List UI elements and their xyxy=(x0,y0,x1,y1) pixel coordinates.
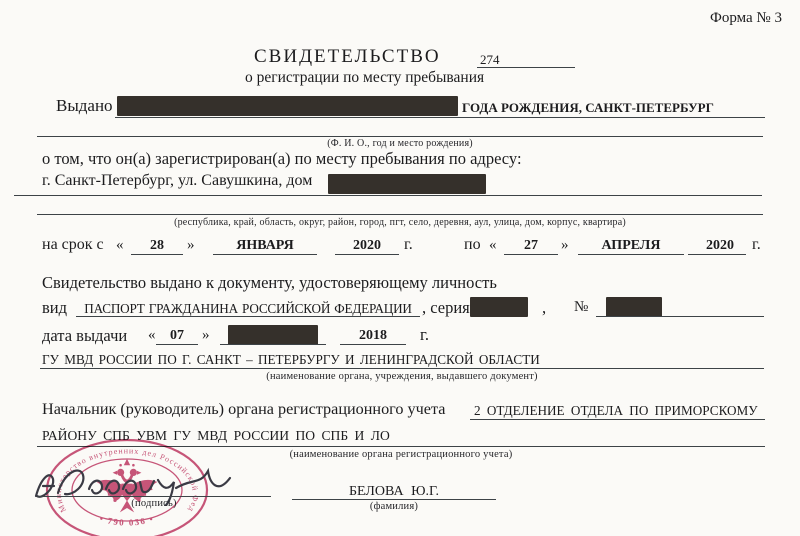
registration-statement: о том, что он(а) зарегистрирован(а) по месту пребывания по адресу: xyxy=(42,149,522,168)
page-subtitle: о регистрации по месту пребывания xyxy=(245,69,485,86)
certificate-number: 274 xyxy=(480,52,500,67)
registrar-caption: (наименование органа регистрационного учета) xyxy=(289,449,513,460)
underline xyxy=(477,67,575,68)
issue-date-label: дата выдачи xyxy=(42,326,128,345)
year-suffix: г. xyxy=(752,236,761,253)
registrar-org-line1: 2 ОТДЕЛЕНИЕ ОТДЕЛА ПО ПРИМОРСКОМУ xyxy=(474,403,758,418)
open-quote: « xyxy=(116,237,124,253)
surname-caption: (фамилия) xyxy=(369,501,419,512)
underline xyxy=(37,214,763,215)
close-quote: » xyxy=(561,237,569,253)
issue-day: 07 xyxy=(170,328,184,343)
signature-caption: (подпись) xyxy=(131,498,177,509)
underline xyxy=(292,499,496,500)
underline xyxy=(156,344,198,345)
open-quote: « xyxy=(489,237,497,253)
underline xyxy=(76,316,420,317)
redaction-bar-month xyxy=(228,325,318,345)
stamp-number: • 790 036 • xyxy=(98,513,156,528)
page-title: СВИДЕТЕЛЬСТВО xyxy=(254,46,441,67)
fio-caption: (Ф. И. О., год и место рождения) xyxy=(327,138,473,149)
registrar-surname: БЕЛОВА Ю.Г. xyxy=(349,484,439,499)
period-label: на срок с xyxy=(42,236,104,253)
underline xyxy=(213,254,317,255)
underline xyxy=(578,254,684,255)
address-caption: (республика, край, область, округ, район, город, пгт, село, деревня, аул, улица, дом, корпус, квартира) xyxy=(174,217,626,228)
issue-year: 2018 xyxy=(359,328,387,343)
underline xyxy=(596,316,764,317)
underline xyxy=(14,195,762,196)
year-suffix: г. xyxy=(420,325,430,344)
underline xyxy=(688,254,746,255)
doc-type-label: вид xyxy=(42,298,68,317)
underline xyxy=(470,419,765,420)
number-sign: № xyxy=(574,299,589,315)
underline xyxy=(37,496,271,497)
close-quote: » xyxy=(187,237,195,253)
redaction-bar-house xyxy=(328,174,486,194)
address-value: г. Санкт-Петербург, ул. Савушкина, дом xyxy=(42,172,313,189)
open-quote: « xyxy=(148,327,156,343)
period-from-day: 28 xyxy=(150,238,164,253)
underline xyxy=(335,254,399,255)
issued-tail-value: ГОДА РОЖДЕНИЯ, САНКТ-ПЕТЕРБУРГ xyxy=(462,100,714,115)
doc-type-value: ПАСПОРТ ГРАЖДАНИНА РОССИЙСКОЙ ФЕДЕРАЦИИ xyxy=(84,301,412,316)
period-to-month: АПРЕЛЯ xyxy=(601,238,661,253)
comma: , xyxy=(542,298,547,317)
period-to-day: 27 xyxy=(524,238,538,253)
registrar-org-line2: РАЙОНУ СПБ УВМ ГУ МВД РОССИИ ПО СПБ И ЛО xyxy=(42,428,390,443)
underline xyxy=(37,136,763,137)
underline xyxy=(504,254,558,255)
issuing-authority: ГУ МВД РОССИИ ПО Г. САНКТ – ПЕТЕРБУРГУ И ЛЕНИНГРАДСКОЙ ОБЛАСТИ xyxy=(42,352,540,367)
document-statement: Свидетельство выдано к документу, удостоверяющему личность xyxy=(42,273,497,292)
issued-label: Выдано xyxy=(56,96,113,115)
redaction-bar-number xyxy=(606,297,662,317)
period-from-month: ЯНВАРЯ xyxy=(236,238,294,253)
period-from-year: 2020 xyxy=(353,238,381,253)
year-suffix: г. xyxy=(404,236,413,253)
redaction-bar-series xyxy=(470,297,528,317)
series-label: , серия xyxy=(422,298,470,317)
underline xyxy=(115,117,765,118)
period-to-label: по xyxy=(464,236,481,253)
period-to-year: 2020 xyxy=(706,238,734,253)
underline xyxy=(220,344,326,345)
svg-text:• 790 036 • xyxy=(98,513,155,527)
stamp-ring-text: Министерство внутренних дел Российской Фед xyxy=(53,446,201,515)
underline xyxy=(40,368,764,369)
registrar-label: Начальник (руководитель) органа регистрационного учета xyxy=(42,400,446,418)
form-number-label: Форма № 3 xyxy=(710,10,782,26)
underline xyxy=(131,254,183,255)
authority-caption: (наименование органа, учреждения, выдавшего документ) xyxy=(266,371,538,382)
close-quote: » xyxy=(202,327,210,343)
redaction-bar-name xyxy=(117,96,458,116)
underline xyxy=(340,344,406,345)
